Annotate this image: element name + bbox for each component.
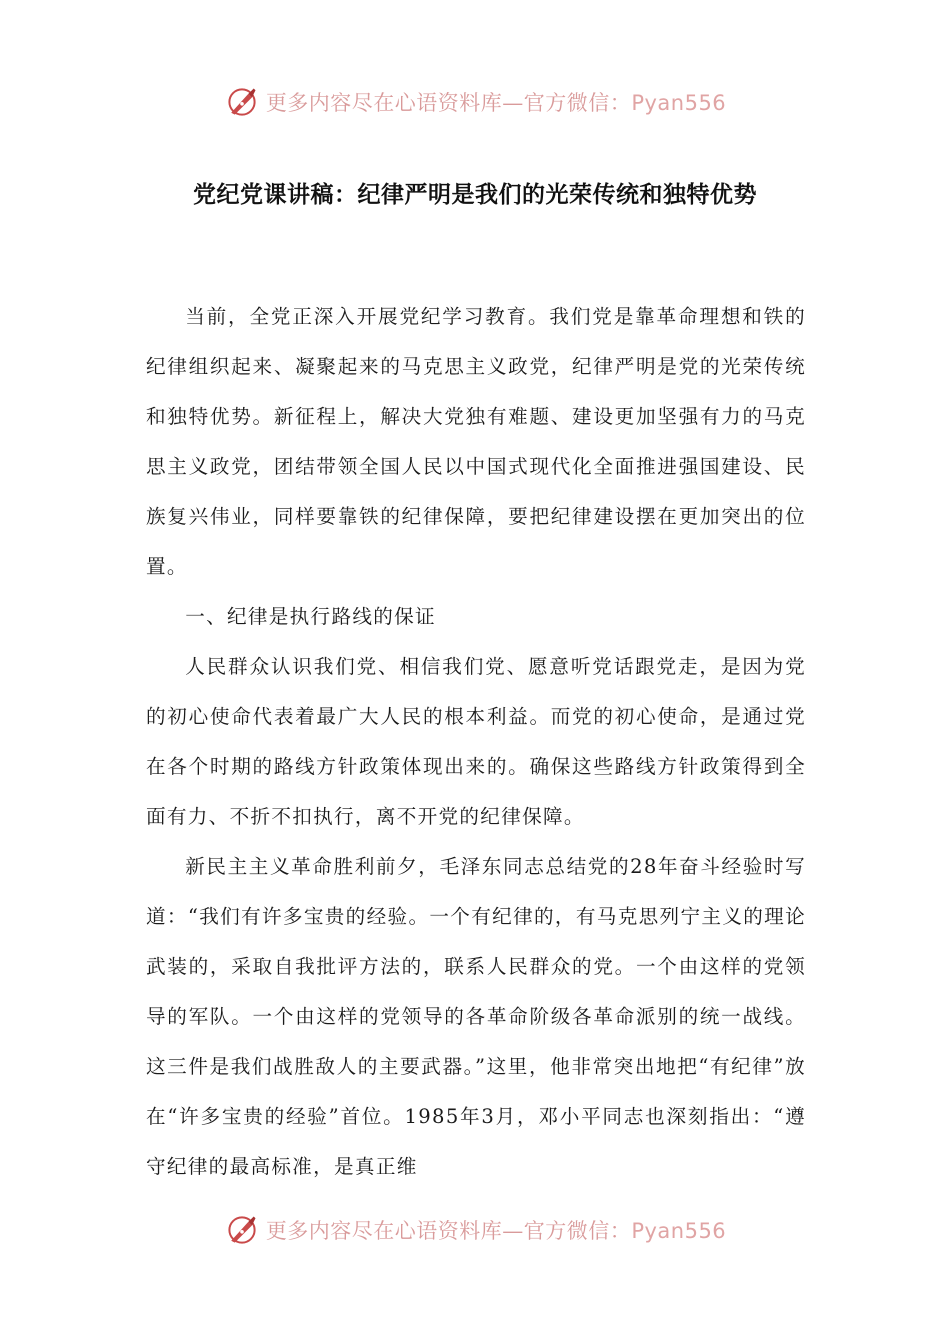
paragraph: 新民主主义革命胜利前夕，毛泽东同志总结党的28年奋斗经验时写道：“我们有许多宝贵的经验。一个有纪律的，有马克思列宁主义的理论武装的，采取自我批评方法的，联系人民群众的党。一个由这样的党领导的军队。一个由这样的党领导的各革命阶级各革命派别的统一战线。这三件是我们战胜敌人的主要武器。”这里，他非常突出地把“有纪律”放在“许多宝贵的经验”首位。1985年3月，邓小平同志也深刻指出：“遵守纪律的最高标准，是真正维 (146, 855, 806, 1178)
paragraph: 当前，全党正深入开展党纪学习教育。我们党是靠革命理想和铁的纪律组织起来、凝聚起来的马克思主义政党，纪律严明是党的光荣传统和独特优势。新征程上，解决大党独有难题、建设更加坚强有力的马克思主义政党，团结带领全国人民以中国式现代化全面推进强国建设、民族复兴伟业，同样要靠铁的纪律保障，要把纪律建设摆在更加突出的位置。 (146, 305, 806, 578)
banner-wechat-id: Pyan556 (631, 91, 727, 115)
document-body (146, 292, 806, 1192)
banner-text: 更多内容尽在心语资料库—官方微信：Pyan556 (265, 91, 727, 115)
pen-nib-logo-icon (224, 1212, 260, 1248)
document-title: 党纪党课讲稿：纪律严明是我们的光荣传统和独特优势 (193, 181, 757, 208)
banner-wechat-id: Pyan556 (631, 1219, 727, 1243)
section-heading: 一、纪律是执行路线的保证 (185, 605, 436, 628)
paragraph: 人民群众认识我们党、相信我们党、愿意听党话跟党走，是因为党的初心使命代表着最广大人民的根本利益。而党的初心使命，是通过党在各个时期的路线方针政策体现出来的。确保这些路线方针政策得到全面有力、不折不扣执行，离不开党的纪律保障。 (146, 655, 806, 828)
banner-text: 更多内容尽在心语资料库—官方微信：Pyan556 (265, 1219, 727, 1243)
footer-watermark-banner (0, 1208, 950, 1252)
header-watermark-banner (0, 80, 950, 124)
pen-nib-logo-icon (224, 84, 260, 120)
